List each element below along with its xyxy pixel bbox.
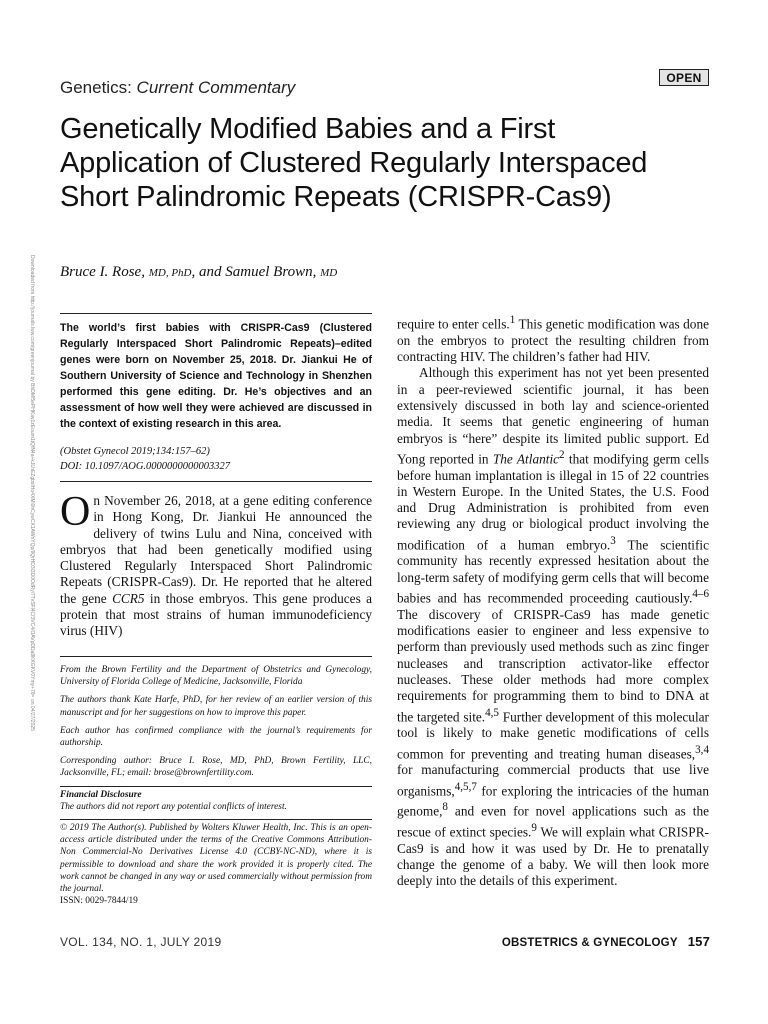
ref-superscript: 2 xyxy=(559,448,565,461)
author-line xyxy=(60,264,337,281)
abstract: The world’s first babies with CRISPR-Cas9 (Clustered Regularly Interspaced Short Palindromic Repeats)–edited genes were born on November 25, 2018. Dr. Jiankui He of Southern University of Science and Technology in Shenzhen performed this gene editing. Dr. He’s objectives and an assessment of how well they were achieved are discussed in the context of existing research in this area. xyxy=(60,322,372,430)
para-text: Although this experiment has not yet been presented in a peer-reviewed scientific journal, it has been extensively discussed in both lay and science-oriented media. It seems that genetic engineering of human embryos is “here” despite its limited public support. Ed Yong reported in xyxy=(397,365,709,467)
para-text: The scientific community has recently expressed hesitation about the long-term safety of modifying germ cells that will become babies and has recommended proceeding cautiously. xyxy=(397,537,709,606)
para-text: for exploring the intricacies of the human genome, xyxy=(397,782,709,819)
citation-block xyxy=(60,444,372,474)
paragraph-continued xyxy=(397,312,709,365)
author-2-credentials: MD xyxy=(320,267,338,279)
para-text: and even for novel applications such as the rescue of extinct species. xyxy=(397,803,709,840)
footer-journal xyxy=(480,934,710,949)
drop-cap: O xyxy=(60,489,91,535)
ref-superscript: 9 xyxy=(531,821,537,834)
intro-text: n November 26, 2018, at a gene editing conference in Hong Kong, Dr. Jiankui He announced the delivery of twins Lulu and Nina, conceived with embryos that had been genetically modified using Clustered Regularly Interspaced Short Palindromic Repeats (CRISPR-Cas9). Dr. He reported that he altered the gene xyxy=(60,493,372,606)
download-watermark xyxy=(27,255,37,770)
para-text: require to enter cells. xyxy=(397,316,510,332)
ref-superscript: 4,5 xyxy=(485,706,499,719)
section-name: Current Commentary xyxy=(136,78,296,97)
corresponding-author: Corresponding author: Bruce I. Rose, MD, PhD, Brown Fertility, LLC, Jacksonville, FL; email: brose@brownfertility.com. xyxy=(60,756,372,779)
ref-superscript: 3 xyxy=(610,534,616,547)
open-access-badge: OPEN xyxy=(659,69,709,86)
journal-name: The Atlantic xyxy=(492,451,560,467)
footnotes xyxy=(60,664,372,913)
journal-title: OBSTETRICS & GYNECOLOGY xyxy=(501,937,678,949)
article-title: Genetically Modified Babies and a First Application of Clustered Regularly Interspaced Short Palindromic Repeats (CRISPR-Cas9) xyxy=(60,113,648,213)
author-1: Bruce I. Rose, xyxy=(60,264,145,280)
intro-paragraph xyxy=(60,489,372,640)
intro-text-end: in those embryos. This gene produces a protein that most strains of human immunodeficiency virus (HIV) xyxy=(60,590,372,639)
affiliation: From the Brown Fertility and the Department of Obstetrics and Gynecology, University of Florida College of Medicine, Jacksonville, Florida xyxy=(60,665,372,688)
para-text: This genetic modification was done on the embryos to protect the resulting children from contracting HIV. The children’s father had HIV. xyxy=(397,316,709,365)
disclosure-heading: Financial Disclosure xyxy=(60,789,142,800)
body-column-2 xyxy=(397,312,709,890)
section-prefix: Genetics: xyxy=(60,78,132,97)
doi: DOI: 10.1097/AOG.0000000000003327 xyxy=(60,461,231,472)
page-number: 157 xyxy=(687,934,710,949)
acknowledgment: The authors thank Kate Harfe, PhD, for her review of an earlier version of this manuscript and for her suggestions on how to improve this paper. xyxy=(60,695,372,718)
copyright: © 2019 The Author(s). Published by Wolters Kluwer Health, Inc. This is an open-access article distributed under the terms of the Creative Commons Attribution-Non Commercial-No Derivatives License 4.0 (CCBY-NC-ND), where it is permissible to download and share the work provided it is properly cited. The work cannot be changed in any way or used commercially without permission from the journal. xyxy=(60,823,372,895)
ref-superscript: 8 xyxy=(442,801,448,814)
body-column-1 xyxy=(60,489,372,640)
para-text: that modifying germ cells before human implantation is illegal in 15 of 22 countries in Western Europe. In the United States, the U.S. Food and Drug Administration is prohibited from even reviewing any drug or biological product involving the modification of a human embryo. xyxy=(397,451,709,553)
copyright-rule xyxy=(60,819,372,820)
ref-superscript: 4,5,7 xyxy=(454,780,477,793)
paragraph-2 xyxy=(397,365,709,889)
author-2: , and Samuel Brown, xyxy=(191,264,317,280)
footnote-rule xyxy=(60,656,372,657)
ref-superscript: 3,4 xyxy=(695,743,709,756)
disclosure-rule xyxy=(60,786,372,787)
disclosure-text: The authors did not report any potential conflicts of interest. xyxy=(60,801,287,812)
abstract-top-rule xyxy=(60,313,372,314)
ref-superscript: 1 xyxy=(509,314,516,326)
download-note: Downloaded from http://journals.lww.com/greenjournal by BhDMf5ePHKav1zEoum1tQfN4a+kJLhEZgbsIHo4XMi0hCywCX1AWnYQp/IlQrHD3i3D0OdRyi7TvSFl4Cf3VC4/OAVpDDa8KKGKV0Ymy+78= on 04/27/2025 xyxy=(29,255,35,731)
issn: ISSN: 0029-7844/19 xyxy=(60,896,138,907)
authorship-compliance: Each author has confirmed compliance with the journal’s requirements for authorship. xyxy=(60,725,372,749)
para-text: for manufacturing commercial products that use live organisms, xyxy=(397,762,709,798)
para-text: The discovery of CRISPR-Cas9 has made genetic modifications easier to engineer and less expensive to perform than previously used methods such as zinc finger nucleases and transcription activator-like effector nucleases. These older methods had more complex requirements for programming them to bind to DNA at the targeted site. xyxy=(397,606,709,724)
ref-superscript: 4–6 xyxy=(692,588,709,601)
gene-name: CCR5 xyxy=(112,590,145,606)
abstract-bottom-rule xyxy=(60,481,372,482)
para-text: We will explain what CRISPR-Cas9 is and how it was used by Dr. He to prenatally change the genome of a baby. We will then look more deeply into the details of this experiment. xyxy=(397,824,709,889)
author-1-credentials: MD, PhD xyxy=(148,267,192,279)
footer-volume: VOL. 134, NO. 1, JULY 2019 xyxy=(60,935,222,949)
section-heading xyxy=(60,78,295,98)
citation: (Obstet Gynecol 2019;134:157–62) xyxy=(60,446,210,457)
para-text: Further development of this molecular tool is likely to make genetic modifications of cells common for preventing and treating human diseases, xyxy=(397,708,709,761)
